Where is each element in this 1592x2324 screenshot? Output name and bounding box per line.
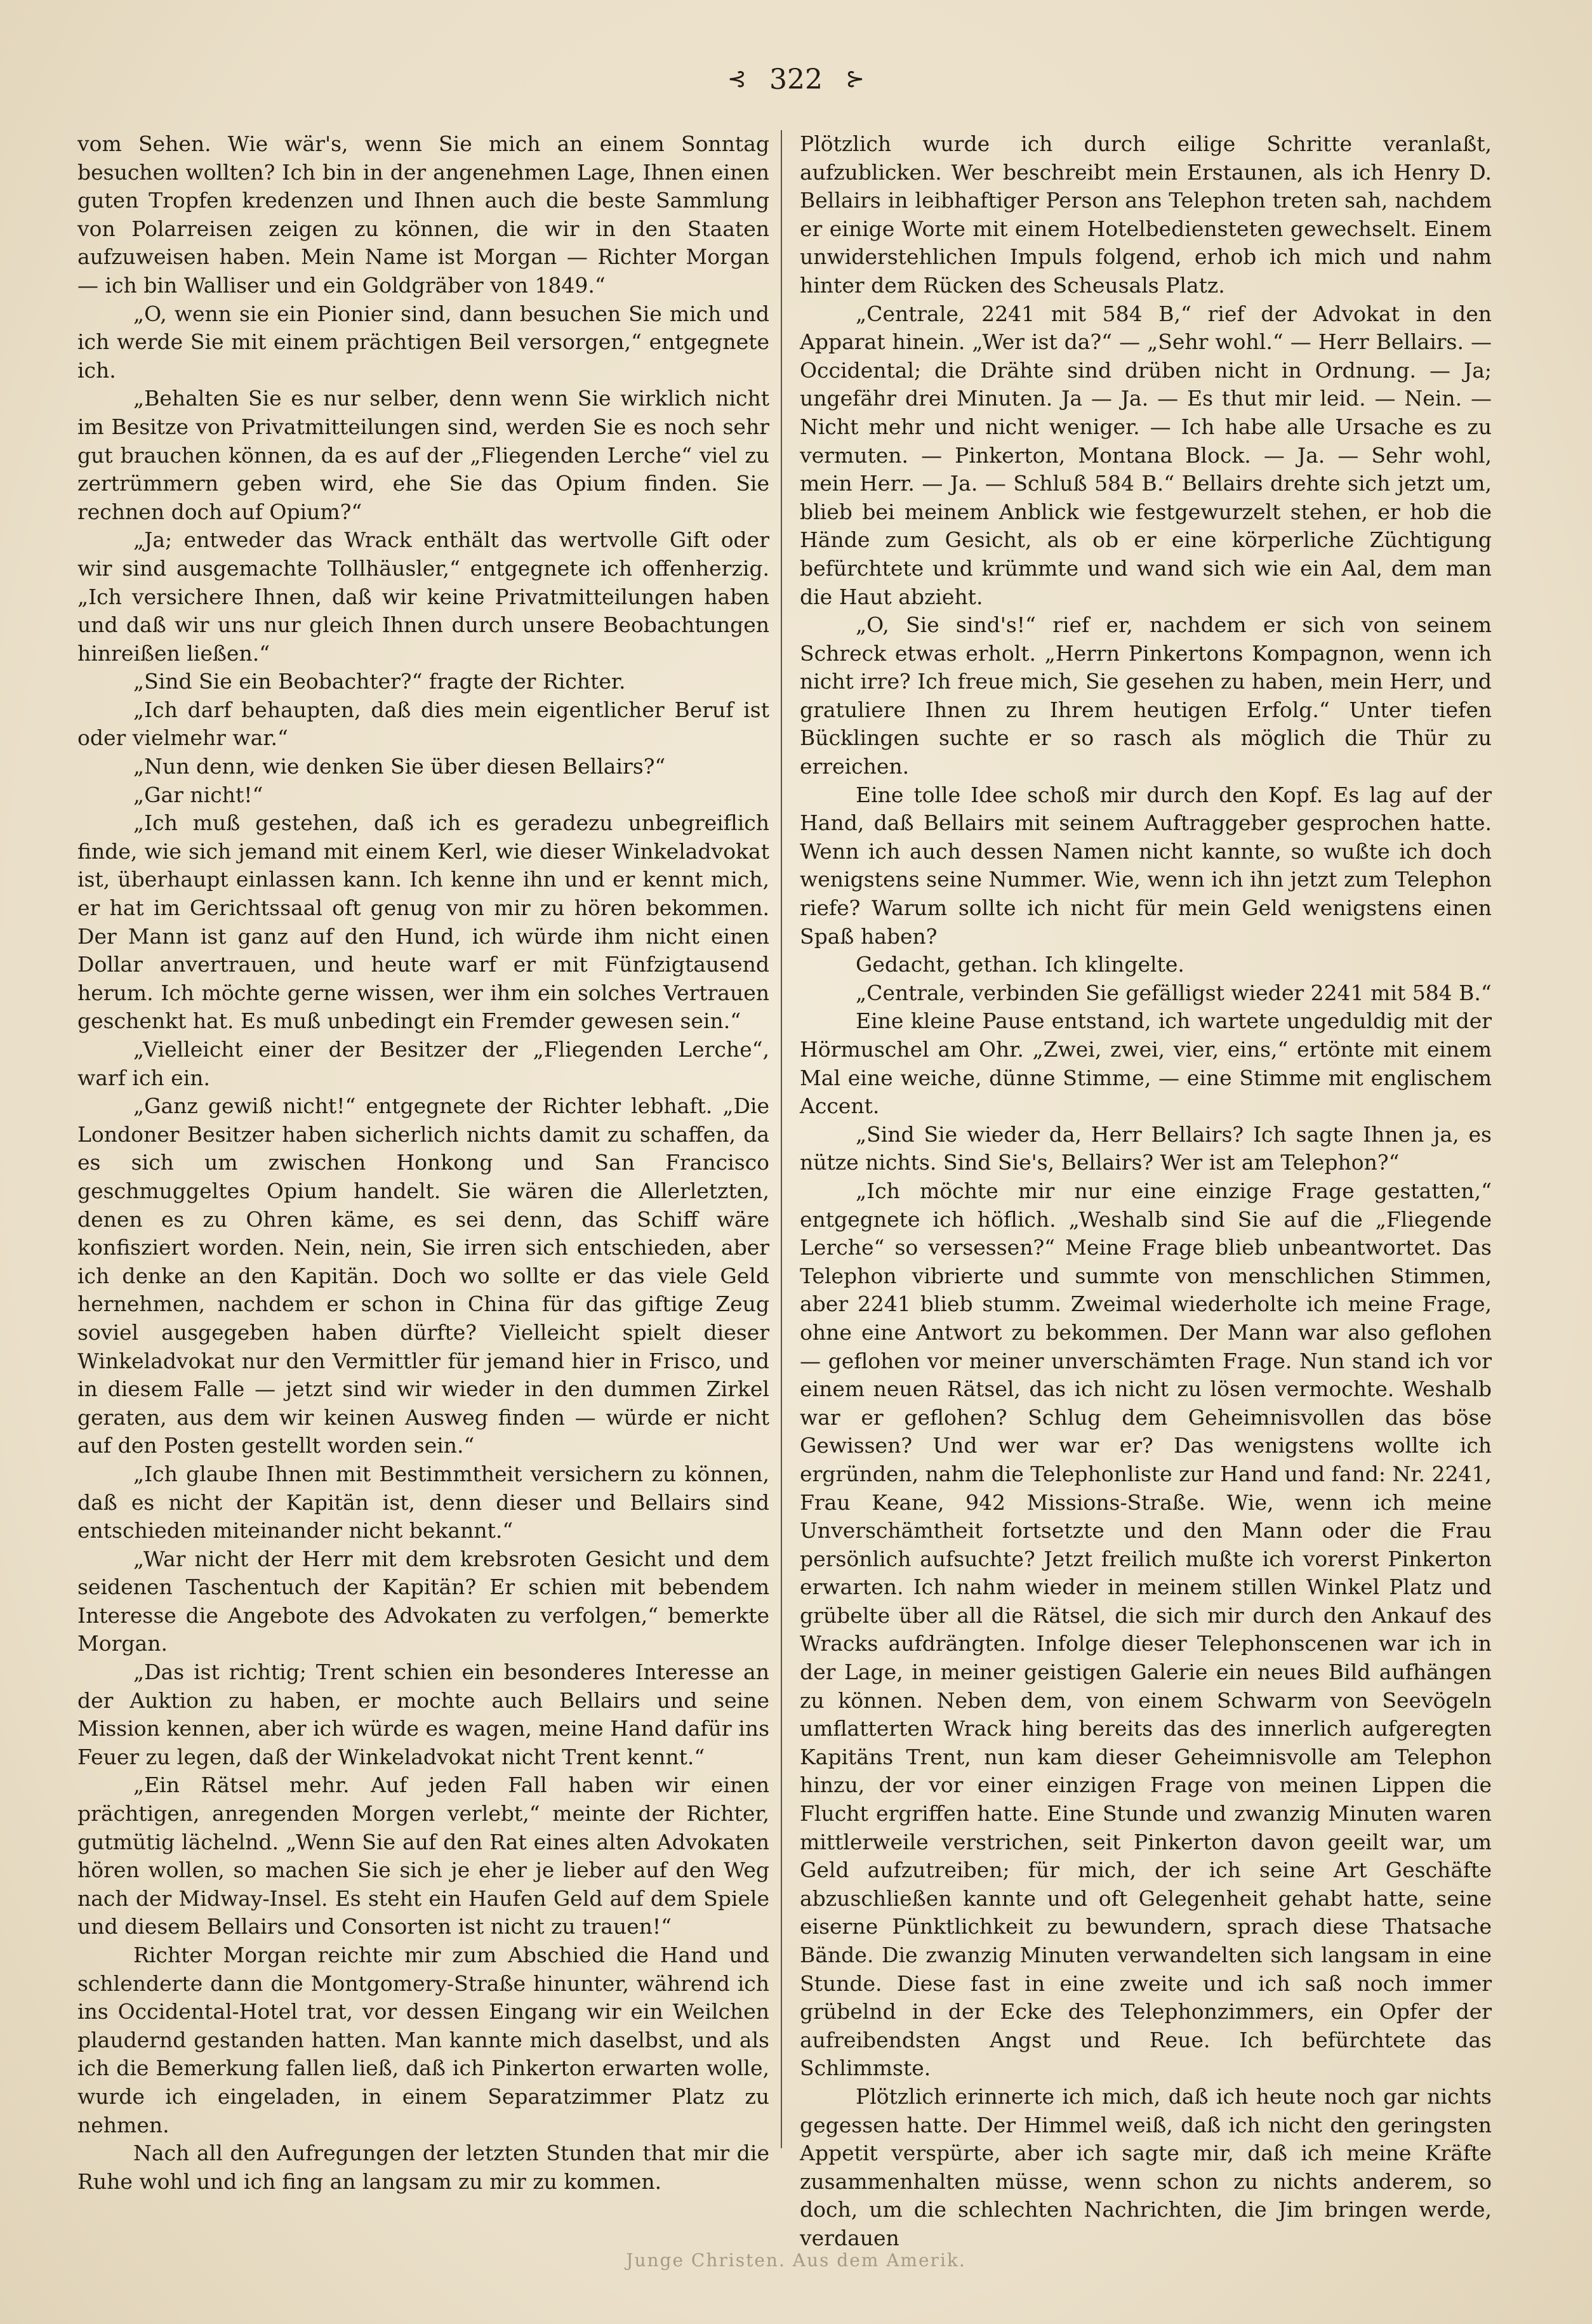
- paragraph: „Behalten Sie es nur selber, denn wenn Sie wirklich nicht im Besitze von Privatmitteilungen sind, werden Sie es noch sehr gut brauchen können, da es auf der „Fliegenden Lerche“ viel zu zertrümmern geben wird, ehe Sie das Opium finden. Sie rechnen doch auf Opium?“: [77, 386, 769, 524]
- paragraph: „Ich glaube Ihnen mit Bestimmtheit versichern zu können, daß es nicht der Kapitän ist, denn dieser und Bellairs sind entschieden miteinander nicht bekannt.“: [77, 1461, 769, 1543]
- paragraph: Eine tolle Idee schoß mir durch den Kopf. Es lag auf der Hand, daß Bellairs mit seinem Auftraggeber gesprochen hatte. Wenn ich auch dessen Namen nicht kannte, so wußte ich doch wenigstens seine Nummer. Wie, wenn ich ihn jetzt zum Telephon riefe? Warum sollte ich nicht für mein Geld wenigstens einen Spaß haben?: [800, 782, 1492, 949]
- paragraph: „Centrale, verbinden Sie gefälligst wieder 2241 mit 584 B.“: [856, 980, 1492, 1005]
- right-column: [800, 130, 1492, 2253]
- paragraph: Plötzlich erinnerte ich mich, daß ich heute noch gar nichts gegessen hatte. Der Himmel weiß, daß ich nicht den geringsten Appetit verspürte, aber ich sagte mir, daß ich meine Kräfte zusammenhalten müsse, wenn schon zu nichts anderem, so doch, um die schlechten Nachrichten, die Jim bringen werde, verdauen: [800, 2083, 1492, 2250]
- paragraph: Eine kleine Pause entstand, ich wartete ungeduldig mit der Hörmuschel am Ohr. „Zwei, zwei, vier, eins,“ ertönte mit einem Mal eine weiche, dünne Stimme, — eine Stimme mit englischem Accent.: [800, 1008, 1492, 1119]
- paragraph: „War nicht der Herr mit dem krebsroten Gesicht und dem seidenen Taschentuch der Kapitän? Er schien mit bebendem Interesse die Angebote des Advokaten zu verfolgen,“ bemerkte Morgan.: [77, 1546, 769, 1656]
- paragraph: Richter Morgan reichte mir zum Abschied die Hand und schlenderte dann die Montgomery-Straße hinunter, während ich ins Occidental-Hotel trat, vor dessen Eingang wir ein Weilchen plaudernd gestanden hatten. Man kannte mich daselbst, und als ich die Bemerkung fallen ließ, daß ich Pinkerton erwarten wolle, wurde ich eingeladen, in einem Separatzimmer Platz zu nehmen.: [77, 1943, 769, 2137]
- paragraph: vom Sehen. Wie wär's, wenn Sie mich an einem Sonntag besuchen wollten? Ich bin in der angenehmen Lage, Ihnen einen guten Tropfen kredenzen und Ihnen auch die beste Sammlung von Polarreisen zeigen zu können, die wir in den Staaten aufzuweisen haben. Mein Name ist Morgan — Richter Morgan — ich bin Walliser und ein Goldgräber von 1849.“: [77, 131, 769, 298]
- paragraph: Nach all den Aufregungen der letzten Stunden that mir die Ruhe wohl und ich fing an langsam zu mir zu kommen.: [77, 2141, 769, 2194]
- paragraph: „O, Sie sind's!“ rief er, nachdem er sich von seinem Schreck etwas erholt. „Herrn Pinkertons Kompagnon, wenn ich nicht irre? Ich freue mich, Sie gesehen zu haben, mein Herr, und gratuliere Ihnen zu Ihrem heutigen Erfolg.“ Unter tiefen Bücklingen suchte er so rasch als möglich die Thür zu erreichen.: [800, 612, 1492, 779]
- paragraph: „Ja; entweder das Wrack enthält das wertvolle Gift oder wir sind ausgemachte Tollhäusler,“ entgegnete ich offenherzig. „Ich versichere Ihnen, daß wir keine Privatmitteilungen haben und daß wir uns nur gleich Ihnen durch unsere Beobachtungen hinreißen ließen.“: [77, 527, 769, 666]
- bleedthrough-text: Junge Christen. Aus dem Amerik.: [626, 2250, 966, 2271]
- paragraph: „Gar nicht!“: [133, 782, 263, 807]
- paragraph: „Ganz gewiß nicht!“ entgegnete der Richter lebhaft. „Die Londoner Besitzer haben sicherlich nichts damit zu schaffen, da es sich um zwischen Honkong und San Francisco geschmuggeltes Opium handelt. Sie wären die Allerletzten, denen es zu Ohren käme, es sei denn, das Schiff wäre konfisziert worden. Nein, nein, Sie irren sich entschieden, aber ich denke an den Kapitän. Doch wo sollte er das viele Geld hernehmen, nachdem er schon in China für das giftige Zeug soviel ausgegeben haben dürfte? Vielleicht spielt dieser Winkeladvokat nur den Vermittler für jemand hier in Frisco, und in diesem Falle — jetzt sind wir wieder in den dummen Zirkel geraten, aus dem wir keinen Ausweg finden — würde er nicht auf den Posten gestellt worden sein.“: [77, 1093, 769, 1458]
- page-header: [0, 60, 1592, 98]
- paragraph: „Centrale, 2241 mit 584 B,“ rief der Advokat in den Apparat hinein. „Wer ist da?“ — „Sehr wohl.“ — Herr Bellairs. — Occidental; die Drähte sind drüben nicht in Ordnung. — Ja; ungefähr drei Minuten. Ja — Ja. — Es thut mir leid. — Nein. — Nicht mehr und nicht weniger. — Ich habe alle Ursache es zu vermuten. — Pinkerton, Montana Block. — Ja. — Sehr wohl, mein Herr. — Ja. — Schluß 584 B.“ Bellairs drehte sich jetzt um, blieb bei meinem Anblick wie festgewurzelt stehen, er hob die Hände zum Gesicht, als ob er eine körperliche Züchtigung befürchtete und krümmte und wand sich wie ein Aal, dem man die Haut abzieht.: [800, 301, 1492, 609]
- paragraph: „Das ist richtig; Trent schien ein besonderes Interesse an der Auktion zu haben, er mochte auch Bellairs und seine Mission kennen, aber ich würde es wagen, meine Hand dafür ins Feuer zu legen, daß der Winkeladvokat nicht Trent kennt.“: [77, 1660, 769, 1769]
- page-number: 322: [769, 63, 823, 96]
- left-column: [77, 130, 769, 2196]
- paragraph: „Vielleicht einer der Besitzer der „Fliegenden Lerche“, warf ich ein.: [77, 1037, 769, 1090]
- paragraph: „Ein Rätsel mehr. Auf jeden Fall haben wir einen prächtigen, anregenden Morgen verlebt,“ meinte der Richter, gutmütig lächelnd. „Wenn Sie auf den Rat eines alten Advokaten hören wollen, so machen Sie sich je eher je lieber auf den Weg nach der Midway-Insel. Es steht ein Haufen Geld auf dem Spiele und diesem Bellairs und Consorten ist nicht zu trauen!“: [77, 1773, 769, 1939]
- paragraph: „O, wenn sie ein Pionier sind, dann besuchen Sie mich und ich werde Sie mit einem prächtigen Beil versorgen,“ entgegnete ich.: [77, 301, 769, 383]
- paragraph: „Nun denn, wie denken Sie über diesen Bellairs?“: [133, 754, 666, 779]
- ornament-left-icon: ⊰: [727, 66, 746, 92]
- paragraph: „Ich muß gestehen, daß ich es geradezu unbegreiflich finde, wie sich jemand mit einem Kerl, wie dieser Winkeladvokat ist, überhaupt einlassen kann. Ich kenne ihn und er kennt mich, er hat im Gerichtssaal oft genug von mir zu hören bekommen. Der Mann ist ganz auf den Hund, ich würde ihm nicht einen Dollar anvertrauen, und heute warf er mit Fünfzigtausend herum. Ich möchte gerne wissen, wer ihm ein solches Vertrauen geschenkt hat. Es muß unbedingt ein Fremder gewesen sein.“: [77, 810, 769, 1034]
- paragraph: Plötzlich wurde ich durch eilige Schritte veranlaßt, aufzublicken. Wer beschreibt mein Erstaunen, als ich Henry D. Bellairs in leibhaftiger Person ans Telephon treten sah, nachdem er einige Worte mit einem Hotelbediensteten gewechselt. Einem unwiderstehlichen Impuls folgend, erhob ich mich und nahm hinter dem Rücken des Scheusals Platz.: [800, 131, 1492, 298]
- paragraph: „Sind Sie wieder da, Herr Bellairs? Ich sagte Ihnen ja, es nütze nichts. Sind Sie's, Bellairs? Wer ist am Telephon?“: [800, 1121, 1492, 1175]
- paragraph: „Sind Sie ein Beobachter?“ fragte der Richter.: [133, 669, 626, 694]
- ornament-right-icon: ⊱: [845, 66, 865, 92]
- paragraph: „Ich darf behaupten, daß dies mein eigentlicher Beruf ist oder vielmehr war.“: [77, 697, 769, 751]
- paragraph: Gedacht, gethan. Ich klingelte.: [856, 952, 1184, 977]
- paragraph: „Ich möchte mir nur eine einzige Frage gestatten,“ entgegnete ich höflich. „Weshalb sind Sie auf die „Fliegende Lerche“ so versessen?“ Meine Frage blieb unbeantwortet. Das Telephon vibrierte und summte von menschlichen Stimmen, aber 2241 blieb stumm. Zweimal wiederholte ich meine Frage, ohne eine Antwort zu bekommen. Der Mann war also geflohen — geflohen vor meiner unverschämten Frage. Nun stand ich vor einem neuen Rätsel, das ich nicht zu lösen vermochte. Weshalb war er geflohen? Schlug dem Geheimnisvollen das böse Gewissen? Und wer war er? Das wenigstens wollte ich ergründen, nahm die Telephonliste zur Hand und fand: Nr. 2241, Frau Keane, 942 Missions-Straße. Wie, wenn ich meine Unverschämtheit fortsetzte und den Mann oder die Frau persönlich aufsuchte? Jetzt freilich mußte ich vorerst Pinkerton erwarten. Ich nahm wieder in meinem stillen Winkel Platz und grübelte über all die Rätsel, die sich mir durch den Ankauf des Wracks aufdrängten. Infolge dieser Telephonscenen war ich in der Lage, in meiner geistigen Galerie ein neues Bild aufhängen zu können. Neben dem, von einem Schwarm von Seevögeln umflatterten Wrack hing bereits das des innerlich aufgeregten Kapitäns Trent, nun kam dieser Geheimnisvolle am Telephon hinzu, der vor einer einzigen Frage von meinen Lippen die Flucht ergriffen hatte. Eine Stunde und zwanzig Minuten waren mittlerweile verstrichen, seit Pinkerton davon geeilt war, um Geld aufzutreiben; für mich, der ich seine Art Geschäfte abzuschließen kannte und oft Gelegenheit gehabt hatte, seine eiserne Pünktlichkeit zu bewundern, sprach diese Thatsache Bände. Die zwanzig Minuten verwandelten sich langsam in eine Stunde. Diese fast in eine zweite und ich saß noch immer grübelnd in der Ecke des Telephonzimmers, ein Opfer der aufreibendsten Angst und Reue. Ich befürchtete das Schlimmste.: [800, 1178, 1492, 2081]
- column-divider: [781, 130, 782, 2148]
